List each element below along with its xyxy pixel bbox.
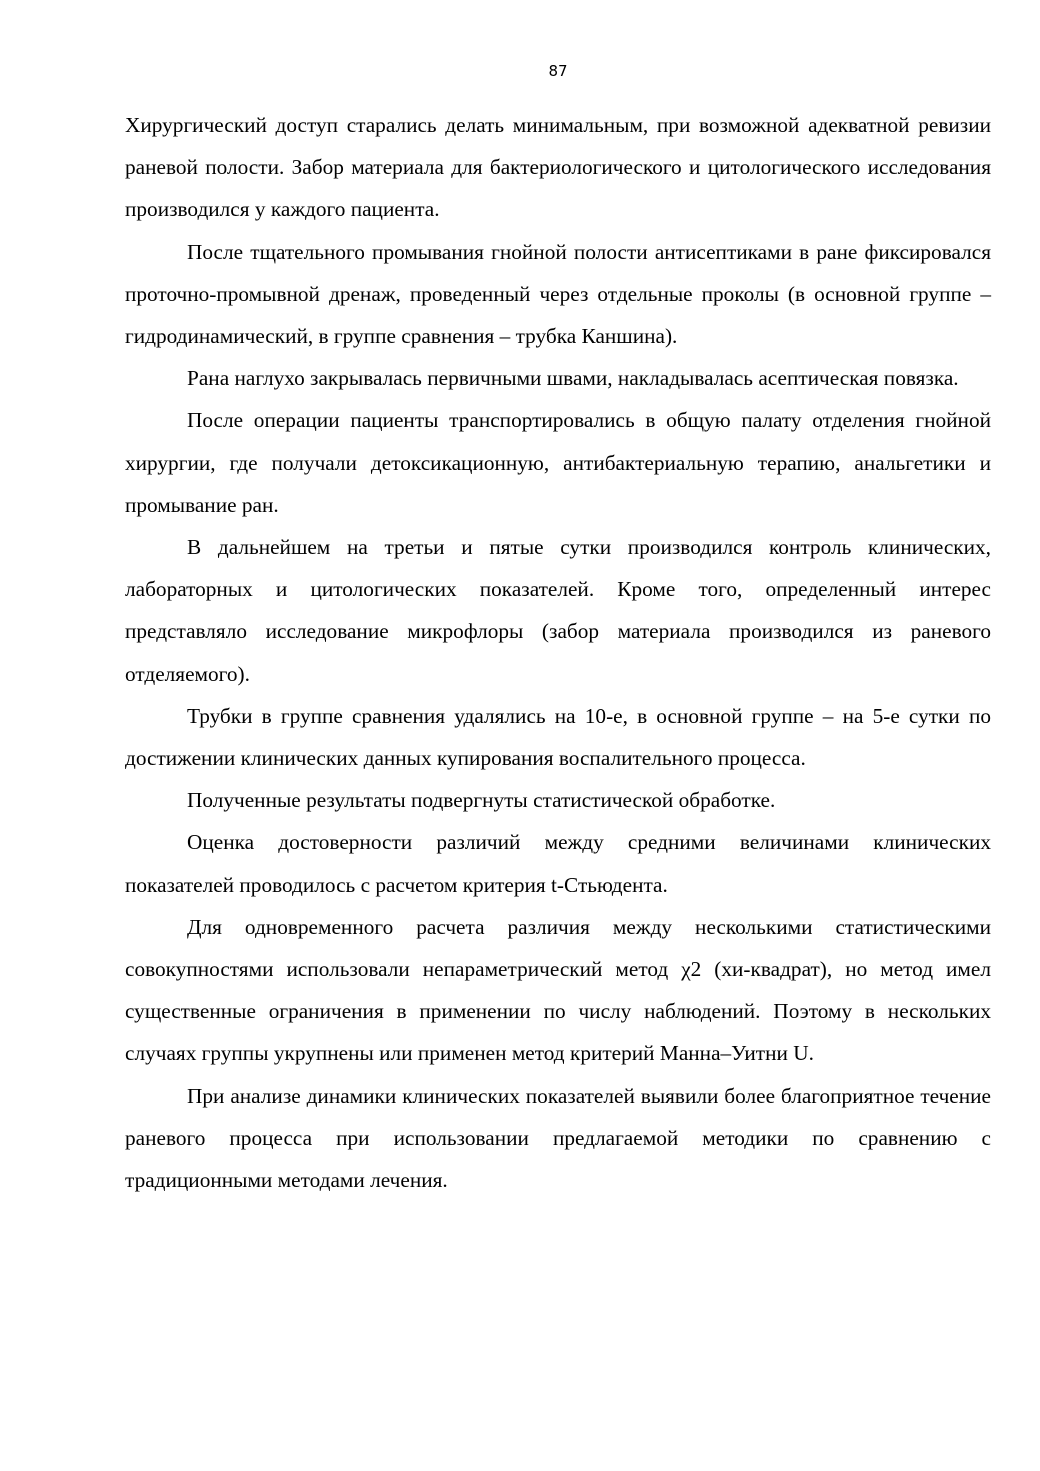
paragraph-5: В дальнейшем на третьи и пятые сутки производился контроль клинических, лабораторных и цитологических показателей. Кроме того, определенный интерес представляло исследование микрофлоры (забор материала производился из раневого отделяемого). xyxy=(125,535,991,686)
paragraph-3: Рана наглухо закрывалась первичными швами, накладывалась асептическая повязка. xyxy=(187,366,959,391)
paragraph-2: После тщательного промывания гнойной полости антисептиками в ране фиксировался проточно-промывной дренаж, проведенный через отдельные проколы (в основной группе – гидродинамический, в группе сравнения – трубка Каншина). xyxy=(125,239,991,349)
paragraph-6: Трубки в группе сравнения удалялись на 10-е, в основной группе – на 5-е сутки по достижении клинических данных купирования воспалительного процесса. xyxy=(125,703,991,771)
paragraph-4: После операции пациенты транспортировались в общую палату отделения гнойной хирургии, где получали детоксикационную, антибактериальную терапию, анальгетики и промывание ран. xyxy=(125,408,991,517)
page-number: 87 xyxy=(548,62,568,80)
paragraph-8: Оценка достоверности различий между средними величинами клинических показателей проводилось с расчетом критерия t-Стьюдента. xyxy=(125,830,991,897)
paragraph-1: Хирургический доступ старались делать минимальным, при возможной адекватной ревизии раневой полости. Забор материала для бактериологического и цитологического исследования производился у каждого пациента. xyxy=(125,113,991,222)
paragraph-7: Полученные результаты подвергнуты статистической обработке. xyxy=(187,788,776,813)
paragraph-9: Для одновременного расчета различия между несколькими статистическими совокупностями использовали непараметрический метод χ2 (хи-квадрат), но метод имел существенные ограничения в применении по числу наблюдений. Поэтому в нескольких случаях группы укрупнены или применен метод критерий Манна–Уитни U. xyxy=(125,914,991,1066)
paragraph-10: При анализе динамики клинических показателей выявили более благоприятное течение раневого процесса при использовании предлагаемой методики по сравнению с традиционными методами лечения. xyxy=(125,1083,991,1193)
document-body xyxy=(125,104,991,1201)
